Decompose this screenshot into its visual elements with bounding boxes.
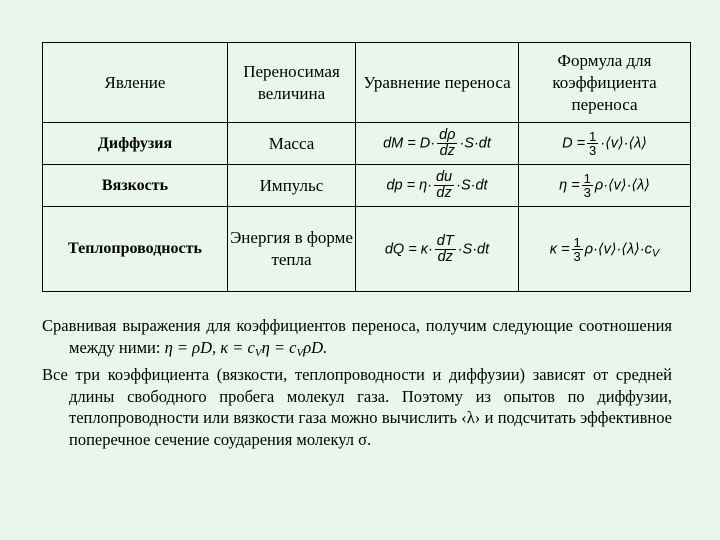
equation-tail: ·S·dt bbox=[457, 240, 490, 257]
fraction-denominator: dz bbox=[436, 185, 452, 201]
fraction-denominator: dz bbox=[437, 248, 453, 265]
equation-lhs: dQ = κ· bbox=[384, 240, 433, 257]
table-row bbox=[43, 207, 691, 292]
equation-fraction bbox=[437, 128, 457, 159]
coefficient-cell bbox=[519, 207, 691, 292]
equation-cell bbox=[356, 165, 519, 207]
header-quantity: Переносимая величина bbox=[228, 43, 356, 123]
paragraph-text: Сравнивая выражения для коэффициентов переноса, получим следующие соотношения между ними: bbox=[42, 316, 672, 357]
phenomenon-cell: Диффузия bbox=[43, 123, 228, 165]
coefficient-tail: ρ·⟨v⟩·⟨λ⟩·c bbox=[584, 240, 652, 257]
fraction-numerator: 1 bbox=[589, 129, 597, 144]
quantity-cell: Энергия в форме тепла bbox=[228, 207, 356, 292]
paragraph-coefficients: Все три коэффициента (вязкости, теплопроводности и диффузии) зависят от средней длины свободного пробега молекул газа. Поэтому из опытов по диффузии, теплопроводности или вязкости газа можно вычислить ‹λ› и подсчитать эффективное поперечное сечение соударения молекул σ. bbox=[42, 365, 672, 449]
paragraph-relations bbox=[42, 315, 672, 364]
formula-subscript: V bbox=[254, 346, 262, 359]
coefficient-lhs: η = bbox=[559, 177, 580, 194]
fraction-denominator: 3 bbox=[573, 248, 581, 264]
fraction-denominator: 3 bbox=[583, 185, 591, 200]
coefficient-tail: ρ·⟨v⟩·⟨λ⟩ bbox=[594, 177, 650, 194]
equation-cell bbox=[356, 123, 519, 165]
fraction-numerator: 1 bbox=[583, 171, 591, 186]
fraction-denominator: dz bbox=[439, 143, 455, 159]
body-text bbox=[42, 315, 672, 450]
coefficient-subscript: V bbox=[651, 246, 660, 259]
equation-tail: ·S·dt bbox=[459, 135, 491, 152]
fraction-denominator: 3 bbox=[589, 143, 597, 158]
header-row bbox=[43, 43, 691, 123]
fraction-numerator: dT bbox=[436, 232, 454, 249]
one-third-fraction bbox=[572, 236, 583, 263]
fraction-numerator: 1 bbox=[573, 234, 581, 250]
one-third-fraction bbox=[582, 172, 593, 199]
equation-cell bbox=[356, 207, 519, 292]
header-equation: Уравнение переноса bbox=[356, 43, 519, 123]
coefficient-cell bbox=[519, 165, 691, 207]
inline-formula: ρD. bbox=[303, 337, 328, 357]
coefficient-tail: ·⟨v⟩·⟨λ⟩ bbox=[600, 135, 647, 152]
coefficient-cell bbox=[519, 123, 691, 165]
quantity-cell: Импульс bbox=[228, 165, 356, 207]
equation-tail: ·S·dt bbox=[456, 177, 488, 194]
inline-formula: η = ρD, κ = c bbox=[164, 337, 255, 357]
fraction-numerator: du bbox=[435, 169, 453, 185]
inline-formula: η = c bbox=[261, 337, 297, 357]
equation-fraction bbox=[434, 170, 454, 201]
transport-table bbox=[42, 42, 691, 292]
coefficient-lhs: κ = bbox=[549, 240, 570, 257]
equation-lhs: dp = η· bbox=[386, 177, 432, 194]
header-coefficient: Формула для коэффициента переноса bbox=[519, 43, 691, 123]
equation-fraction bbox=[435, 234, 456, 265]
coefficient-lhs: D = bbox=[562, 135, 586, 152]
formula-subscript: V bbox=[296, 346, 304, 359]
table-row bbox=[43, 123, 691, 165]
table-row bbox=[43, 165, 691, 207]
phenomenon-cell: Теплопроводность bbox=[43, 207, 228, 292]
fraction-numerator: dρ bbox=[439, 127, 456, 143]
phenomenon-cell: Вязкость bbox=[43, 165, 228, 207]
equation-lhs: dM = D· bbox=[383, 135, 436, 152]
header-phenomenon: Явление bbox=[43, 43, 228, 123]
quantity-cell: Масса bbox=[228, 123, 356, 165]
one-third-fraction bbox=[587, 130, 598, 157]
